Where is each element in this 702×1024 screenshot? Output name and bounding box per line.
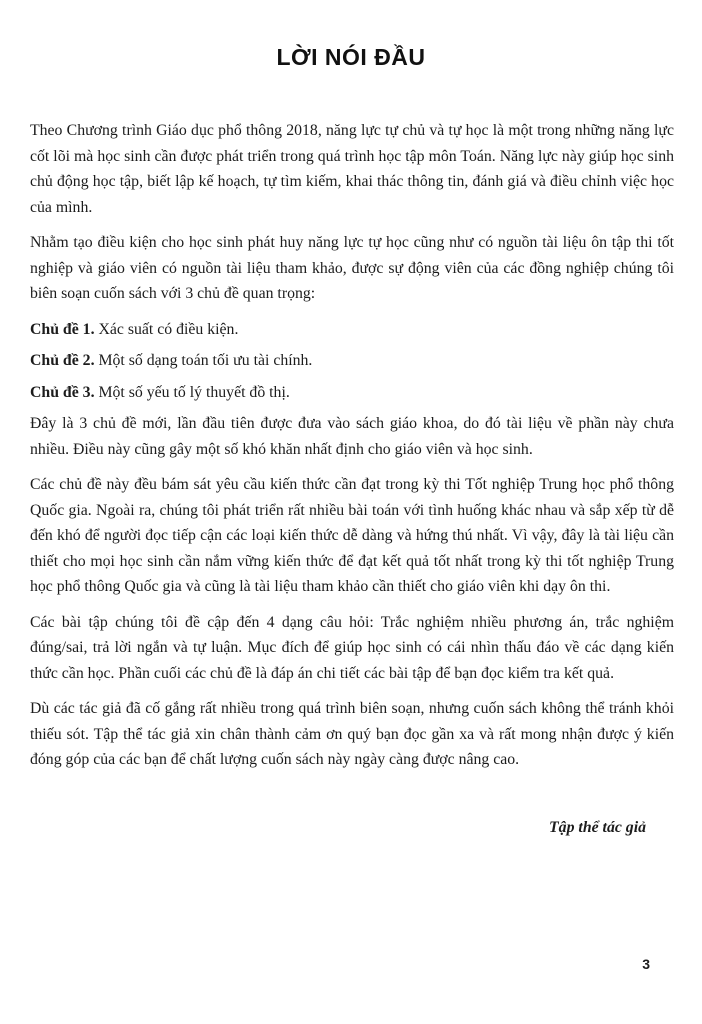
document-body (30, 118, 674, 783)
topic-text: Một số dạng toán tối ưu tài chính. (94, 352, 313, 369)
page-number: 3 (642, 956, 650, 972)
paragraph-purpose: Nhằm tạo điều kiện cho học sinh phát huy năng lực tự học cũng như có nguồn tài liệu ôn tập thi tốt nghiệp và giáo viên có nguồn tài liệu tham khảo, được sự động viên của các đồng nghiệp chúng tôi biên soạn cuốn sách với 3 chủ đề quan trọng: (30, 234, 674, 302)
paragraph-intro: Theo Chương trình Giáo dục phổ thông 2018, năng lực tự chủ và tự học là một trong những năng lực cốt lõi mà học sinh cần được phát triển trong quá trình học tập môn Toán. Năng lực này giúp học sinh chủ động học tập, biết lập kế hoạch, tự tìm kiếm, khai thác thông tin, đánh giá và điều chỉnh việc học của mình. (30, 122, 674, 216)
topic-label: Chủ đề 1. (30, 320, 95, 338)
paragraph-exam-alignment: Các chủ đề này đều bám sát yêu cầu kiến thức cần đạt trong kỳ thi Tốt nghiệp Trung học phổ thông Quốc gia. Ngoài ra, chúng tôi phát triển rất nhiều bài toán với tình huống khác nhau và sắp xếp từ dễ đến khó để người đọc tiếp cận các loại kiến thức dễ dàng và hứng thú nhất. Vì vậy, đây là tài liệu cần thiết cho mọi học sinh cần nắm vững kiến thức để đạt kết quả tốt nhất trong kỳ thi tốt nghiệp Trung học phổ thông Quốc gia và cũng là tài liệu tham khảo cần thiết cho giáo viên khi dạy ôn thi. (30, 476, 674, 595)
topic-text: Xác suất có điều kiện. (94, 320, 239, 338)
topic-label: Chủ đề 2. (30, 352, 95, 369)
paragraph-acknowledgement: Dù các tác giả đã cố gắng rất nhiều trong quá trình biên soạn, nhưng cuốn sách không thể tránh khỏi thiếu sót. Tập thể tác giả xin chân thành cảm ơn quý bạn đọc gần xa và rất mong nhận được ý kiến đóng góp của các bạn để chất lượng cuốn sách này ngày càng được nâng cao. (30, 700, 674, 768)
page-title: LỜI NÓI ĐẦU (276, 44, 426, 70)
topic-item (30, 317, 674, 343)
paragraph-question-types: Các bài tập chúng tôi đề cập đến 4 dạng câu hỏi: Trắc nghiệm nhiều phương án, trắc nghiệm đúng/sai, trả lời ngắn và tự luận. Mục đích để giúp học sinh có cái nhìn thấu đáo về các dạng kiến thức cần học. Phần cuối các chủ đề là đáp án chi tiết các bài tập để bạn đọc kiểm tra kết quả. (30, 613, 674, 682)
paragraph-new-topics: Đây là 3 chủ đề mới, lần đầu tiên được đưa vào sách giáo khoa, do đó tài liệu về phần này chưa nhiều. Điều này cũng gây một số khó khăn nhất định cho giáo viên và học sinh. (30, 415, 674, 458)
topic-item (30, 348, 674, 374)
topic-item (30, 380, 674, 406)
topic-text: Một số yếu tố lý thuyết đồ thị. (94, 383, 290, 401)
topic-label: Chủ đề 3. (30, 383, 95, 401)
signature: Tập thể tác giả (549, 819, 646, 836)
